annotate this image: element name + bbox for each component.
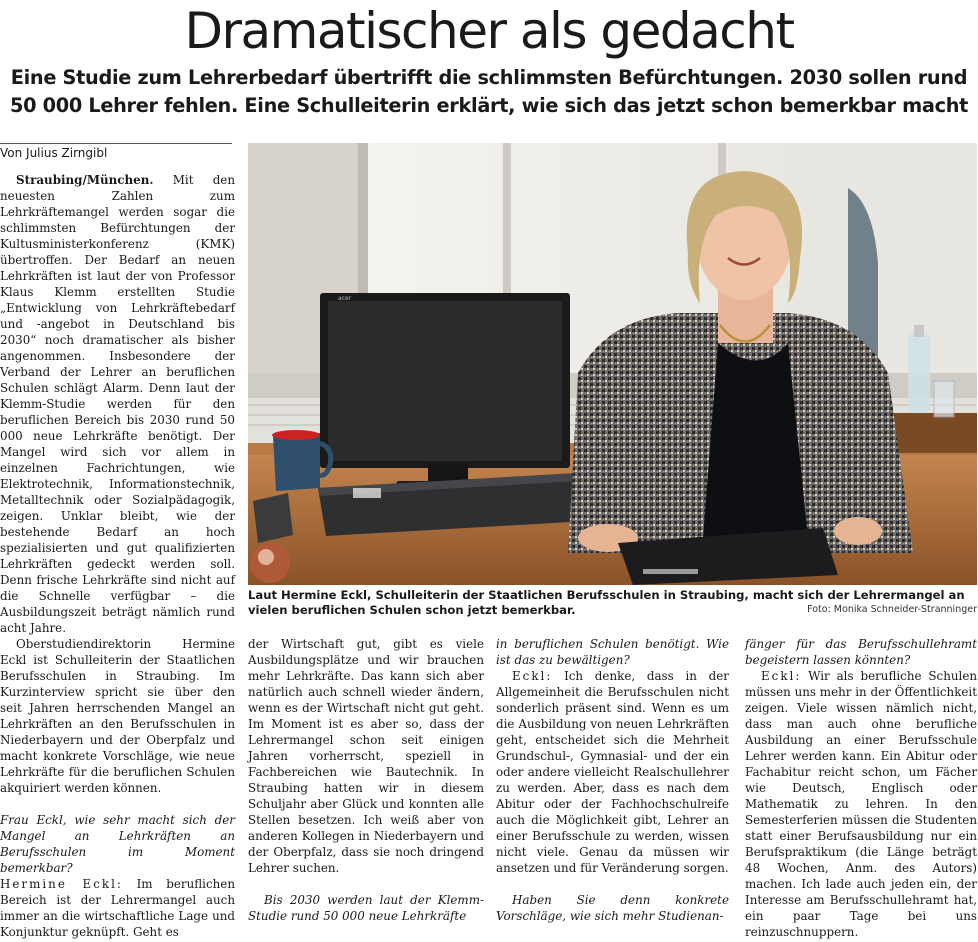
interview-question-1: Frau Eckl, wie sehr macht sich der Mangel an Lehrkräften an Berufsschulen im Moment bemerkbar? [0,813,235,875]
byline: Von Julius Zirngibl [0,146,108,160]
article-photo [248,143,977,585]
article-column-2 [248,636,484,924]
monitor-brand-label: acer [338,295,352,302]
photo-office-scene [248,143,977,585]
interview-question-3-continued: fänger für das Berufsschullehramt begeistern lassen könnten? [745,637,977,667]
photo-caption: Laut Hermine Eckl, Schulleiterin der Staatlichen Berufsschulen in Straubing, macht sich der Lehrermangel an vielen beruflichen Schulen schon jetzt bemerkbar. [248,588,965,617]
lead-paragraph [0,172,235,636]
byline-rule [0,143,232,144]
photo-credit: Foto: Monika Schneider-Stranninger [807,604,977,615]
headline: Dramatischer als gedacht [184,2,794,60]
subheadline [0,64,978,120]
interview-question-2: Bis 2030 werden laut der Klemm-Studie rund 50 000 neue Lehrkräfte [248,893,484,923]
answer-text: Wir als berufliche Schulen müssen uns mehr in der Öffentlichkeit zeigen. Viele wissen nämlich nicht, dass man auch ohne berufliche Ausbildung an einer Berufsschule Lehrer werden kann. Ein Abitur oder Fachabitur reicht schon, um Fächer wie Deutsch, Englisch oder Mathematik zu lehren. In den Semesterferien müssen die Studenten statt einer Berufsausbildung nur ein Berufspraktikum (die Länge beträgt 48 Wochen, Anm. des Autors) machen. Ich lade auch jeden ein, der Interesse am Berufsschullehramt hat, ein paar Tage bei uns reinzuschnuppern. [745,669,978,939]
interview-question-2-continued: in beruflichen Schulen benötigt. Wie ist das zu bewältigen? [496,637,729,667]
answer-speaker: Hermine Eckl: [0,877,123,891]
interview-answer-2 [496,668,729,876]
answer-text: Ich denke, dass in der Allgemeinheit die Berufsschulen nicht sonderlich präsent sind. Wenn es um die Ausbildung von neuen Lehrkräften geht, entscheidet sich die Mehrheit Grundschul-, Gymnasial- und der ein oder andere vielleicht Realschullehrer zu werden. Aber, dass es nach dem Abitur oder der Fachhochschulreife auch die Möglichkeit gibt, Lehrer an einer Berufsschule zu werden, wissen nicht viele. Genau da müssen wir ansetzen und für Veränderung sorgen. [496,669,729,875]
subheadline-line-1: Eine Studie zum Lehrerbedarf übertrifft die schlimmsten Befürchtungen. 2030 sollen rund [10,66,968,89]
lead-text: Mit den neuesten Zahlen zum Lehrkräftemangel werden sogar die schlimmsten Befürchtungen der Kultusministerkonferenz (KMK) übertroffen. Der Bedarf an neuen Lehrkräften ist laut der von Professor Klaus Klemm erstellten Studie „Entwicklung von Lehrkräftebedarf und -angebot in Deutschland bis 2030“ noch dramatischer als bisher angenommen. Insbesondere der Verband der Lehrer an beruflichen Schulen schlägt Alarm. Denn laut der Klemm-Studie werden für den beruflichen Bereich bis 2030 rund 50 000 neue Lehrkräfte benötigt. Der Mangel wird sich vor allem in einzelnen Fachrichtungen, wie Elektrotechnik, Informationstechnik, Metalltechnik oder Sozialpädagogik, zeigen. Unklar bleibt, wie der bestehende Bedarf an hoch spezialisierten und gut qualifizierten Lehrkräften gedeckt werden soll. Denn frische Lehrkräfte sind nicht auf die Schnelle verfügbar – die Ausbildungszeit beträgt nämlich rund acht Jahre. [0,173,236,635]
article-column-4 [745,636,977,940]
dateline: Straubing/München. [16,173,154,187]
intro-paragraph: Oberstudiendirektorin Hermine Eckl ist Schulleiterin der Staatlichen Berufsschulen in Straubing. Im Kurzinterview spricht sie über den seit Jahren herrschenden Mangel an Lehrkräften an den Berufsschulen in Niederbayern und der Oberpfalz und macht konkrete Vorschläge, wie neue Lehrkräfte für die beruflichen Schulen akquiriert werden können. [0,637,235,795]
answer-text: Im beruflichen Bereich ist der Lehrermangel auch immer an die wirtschaftliche Lage und Konjunktur geknüpft. Geht es [0,877,235,939]
interview-question-3: Haben Sie denn konkrete Vorschläge, wie sich mehr Studienan- [496,893,729,923]
subheadline-line-2: 50 000 Lehrer fehlen. Eine Schulleiterin erklärt, wie sich das jetzt schon bemerkbar macht [9,94,969,117]
interview-answer-1 [0,876,235,940]
article-column-1 [0,172,235,940]
interview-answer-1-continued: der Wirtschaft gut, gibt es viele Ausbildungsplätze und wir brauchen mehr Lehrkräfte. Das kann sich aber natürlich auch schnell wieder ändern, wenn es der Wirtschaft nicht gut geht. Im Moment ist es aber so, dass der Lehrermangel schon seit einigen Jahren vorherrscht, speziell in Fachbereichen wie Bautechnik. In Straubing hatten wir in diesem Schuljahr aber Glück und konnten alle Stellen besetzen. Ich weiß aber von anderen Kollegen in Niederbayern und der Oberpfalz, dass sie noch dringend Lehrer suchen. [248,637,484,875]
answer-speaker: Eckl: [761,669,802,683]
interview-answer-3 [745,668,977,940]
article-column-3 [496,636,729,924]
answer-speaker: Eckl: [512,669,553,683]
